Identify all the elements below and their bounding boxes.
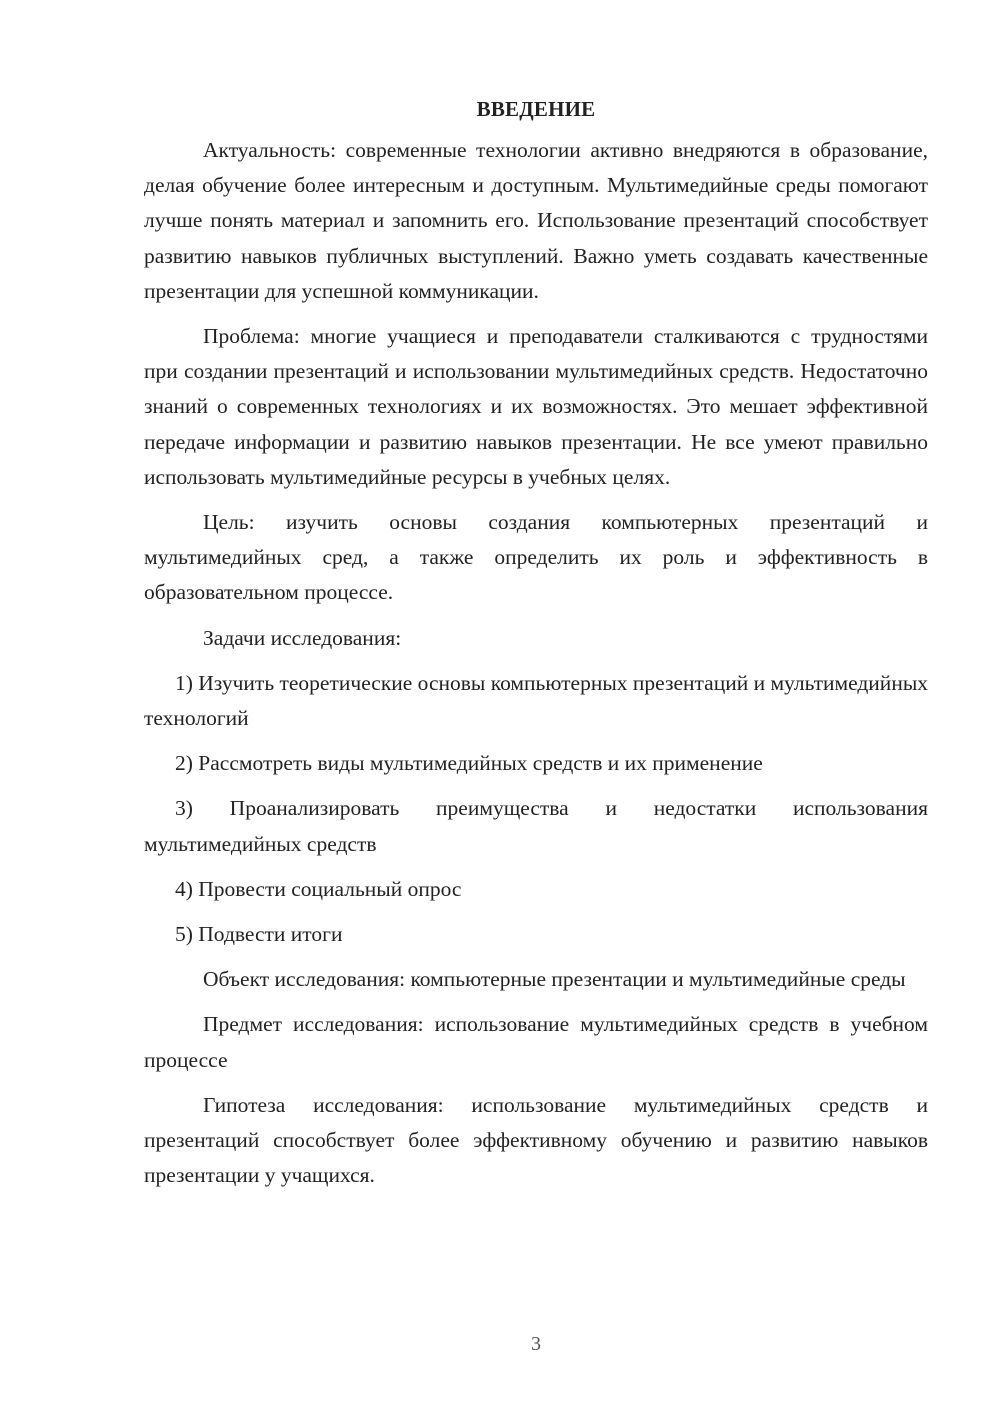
paragraph-problem: Проблема: многие учащиеся и преподаватели сталкиваются с трудностями при создании презентаций и использовании мультимедийных средств. Недостаточно знаний о современных технологиях и их возможностях. Это мешает эффективной передаче информации и развитию навыков презентации. Не все умеют правильно использовать мультимедийные ресурсы в учебных целях. bbox=[144, 324, 928, 489]
document-page bbox=[144, 92, 928, 1392]
paragraph-tasks-title: Задачи исследования: bbox=[203, 625, 402, 650]
paragraph-hypothesis: Гипотеза исследования: использование мультимедийных средств и презентаций способствует более эффективному обучению и развитию навыков презентации у учащихся. bbox=[144, 1092, 928, 1188]
paragraph-subject: Предмет исследования: использование мультимедийных средств в учебном процессе bbox=[144, 1012, 928, 1072]
task-item-5: 5) Подвести итоги bbox=[175, 922, 343, 947]
task-item-4: 4) Провести социальный опрос bbox=[175, 876, 462, 901]
paragraph-goal: Цель: изучить основы создания компьютерных презентаций и мультимедийных сред, а также определить их роль и эффективность в образовательном процессе. bbox=[144, 510, 928, 605]
task-item-3: 3) Проанализировать преимущества и недостатки использования мультимедийных средств bbox=[144, 796, 928, 856]
task-item-1: 1) Изучить теоретические основы компьютерных презентаций и мультимедийных технологий bbox=[144, 670, 929, 731]
page-number: 3 bbox=[531, 1333, 541, 1355]
task-item-2: 2) Рассмотреть виды мультимедийных средств и их применение bbox=[175, 751, 763, 776]
section-heading: ВВЕДЕНИЕ bbox=[476, 97, 596, 121]
paragraph-relevance: Актуальность: современные технологии активно внедряются в образование, делая обучение более интересным и доступным. Мультимедийные среды помогают лучше понять материал и запомнить его. Использование презентаций способствует развитию навыков публичных выступлений. Важно уметь создавать качественные презентации для успешной коммуникации. bbox=[144, 138, 928, 303]
paragraph-object: Объект исследования: компьютерные презентации и мультимедийные среды bbox=[203, 967, 906, 992]
